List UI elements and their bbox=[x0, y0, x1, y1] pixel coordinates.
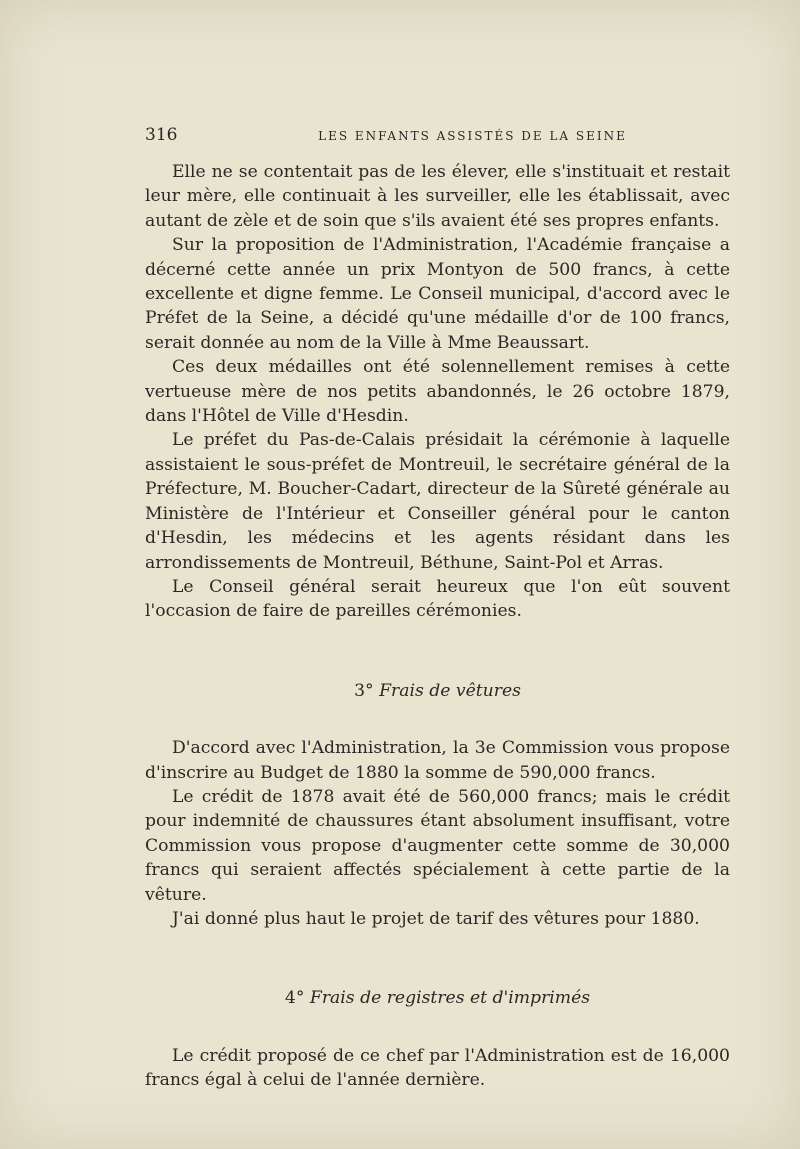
paragraph: Le préfet du Pas-de-Calais présidait la cérémonie à laquelle assistaient le sous-préfet de Montreuil, le secrétaire général de la Préfecture, M. Boucher-Cadart, directeur de la Sûreté générale au Ministère de l'Intérieur et Conseiller général pour le canton d'Hesdin, les médecins et les agents résidant dans les arrondissements de Montreuil, Béthune, Saint-Pol et Arras. bbox=[145, 430, 730, 573]
paragraph: Le crédit de 1878 avait été de 560,000 francs; mais le crédit pour indemnité de chaussures étant absolument insuffisant, votre Commission vous propose d'augmenter cette somme de 30,000 francs qui seraient affectés spécialement à cette partie de la vêture. bbox=[145, 786, 730, 905]
paragraph: Le Conseil général serait heureux que l'on eût souvent l'occasion de faire de pareilles cérémonies. bbox=[145, 576, 730, 622]
page-body bbox=[145, 160, 730, 1093]
section-number: 3° bbox=[354, 680, 374, 701]
section-title: Frais de registres et d'imprimés bbox=[309, 988, 591, 1009]
running-title: LES ENFANTS ASSISTÉS DE LA SEINE bbox=[318, 129, 627, 143]
paragraph: D'accord avec l'Administration, la 3e Commission vous propose d'inscrire au Budget de 1880 la somme de 590,000 francs. bbox=[145, 738, 730, 783]
section-heading bbox=[145, 986, 730, 1010]
paragraph: Sur la proposition de l'Administration, l'Académie française a décerné cette année un prix Montyon de 500 francs, à cette excellente et digne femme. Le Conseil municipal, d'accord avec le Préfet de la Seine, a décidé qu'une médaille d'or de 100 francs, serait donnée au nom de la Ville à Mme Beaussart. bbox=[145, 235, 730, 353]
page-header bbox=[145, 125, 730, 145]
section-number: 4° bbox=[284, 988, 305, 1009]
paragraph: Elle ne se contentait pas de les élever, elle s'instituait et restait leur mère, elle continuait à les surveiller, elle les établissait, avec autant de zèle et de soin que s'ils avaient été ses propres enfants. bbox=[145, 162, 730, 231]
paragraph: Le crédit proposé de ce chef par l'Administration est de 16,000 francs égal à celui de l'année dernière. bbox=[145, 1045, 730, 1091]
paragraph: Ces deux médailles ont été solennellement remises à cette vertueuse mère de nos petits abandonnés, le 26 octobre 1879, dans l'Hôtel de Ville d'Hesdin. bbox=[145, 357, 730, 427]
section-title: Frais de vêtures bbox=[379, 680, 521, 701]
page-number: 316 bbox=[145, 125, 178, 145]
paragraph: J'ai donné plus haut le projet de tarif des vêtures pour 1880. bbox=[172, 908, 700, 929]
section-heading bbox=[145, 679, 730, 703]
